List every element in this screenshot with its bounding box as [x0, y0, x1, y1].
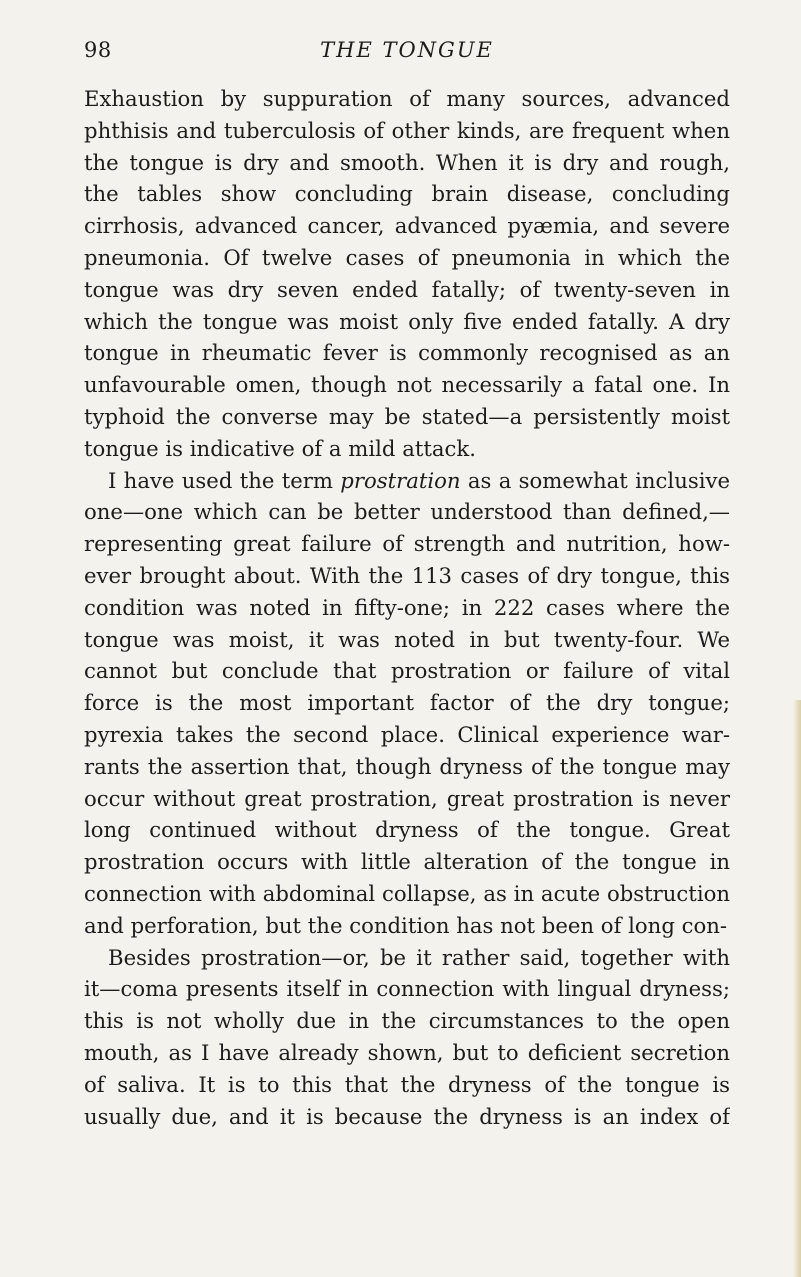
text-run: I have used the term	[108, 467, 341, 493]
text-line: usually due, and it is because the dryness is an index of	[84, 1103, 730, 1129]
page-number: 98	[84, 38, 112, 62]
text-line: tongue was moist, it was noted in but twenty-four. We	[84, 626, 730, 652]
text-line: rants the assertion that, though dryness of the tongue may	[84, 753, 730, 779]
text-line: condition was noted in fifty-one; in 222 cases where the	[84, 594, 730, 620]
text-line: tongue is indicative of a mild attack.	[84, 435, 476, 461]
text-line: cirrhosis, advanced cancer, advanced pyæmia, and severe	[84, 213, 730, 239]
text-line: the tongue is dry and smooth. When it is dry and rough,	[84, 149, 730, 175]
italic-term: prostration	[340, 467, 461, 493]
text-line: typhoid the converse may be stated—a persistently moist	[84, 403, 730, 429]
text-line: one—one which can be better understood than defined,—	[84, 499, 730, 525]
text-line: pyrexia takes the second place. Clinical experience war-	[84, 721, 730, 747]
text-line: and perforation, but the condition has not been of long con-	[84, 912, 728, 938]
text-run: as a somewhat inclusive	[460, 467, 730, 493]
text-line: Exhaustion by suppuration of many sources, advanced	[84, 86, 730, 111]
body-text	[84, 83, 730, 1132]
text-line: it—coma presents itself in connection with lingual dryness;	[84, 976, 730, 1002]
running-title: THE TONGUE	[320, 38, 494, 62]
text-line: long continued without dryness of the tongue. Great	[84, 817, 730, 843]
text-line: this is not wholly due in the circumstances to the open	[84, 1008, 730, 1034]
text-line: the tables show concluding brain disease, concluding	[84, 181, 730, 207]
text-line: phthisis and tuberculosis of other kinds, are frequent when	[84, 117, 730, 143]
text-line: pneumonia. Of twelve cases of pneumonia in which the	[84, 244, 730, 270]
text-line: unfavourable omen, though not necessarily a fatal one. In	[84, 372, 730, 398]
text-line: cannot but conclude that prostration or failure of vital	[84, 658, 730, 684]
text-line-with-italic	[84, 465, 730, 497]
text-line: ever brought about. With the 113 cases of dry tongue, this	[84, 562, 730, 588]
text-line: tongue in rheumatic fever is commonly recognised as an	[84, 340, 730, 366]
page-header	[84, 38, 730, 68]
text-line: representing great failure of strength and nutrition, how-	[84, 531, 730, 557]
text-line: prostration occurs with little alteration of the tongue in	[84, 849, 730, 875]
text-line: which the tongue was moist only five ended fatally. A dry	[84, 308, 730, 334]
text-line: tongue was dry seven ended fatally; of twenty-seven in	[84, 276, 730, 302]
page-edge-discoloration	[793, 700, 801, 1277]
text-line: occur without great prostration, great prostration is never	[84, 785, 730, 811]
text-line: connection with abdominal collapse, as in acute obstruction	[84, 880, 730, 906]
text-line: of saliva. It is to this that the dryness of the tongue is	[84, 1071, 730, 1097]
text-line: force is the most important factor of the dry tongue;	[84, 690, 730, 716]
text-line: Besides prostration—or, be it rather said, together with	[108, 944, 730, 970]
text-line: mouth, as I have already shown, but to deficient secretion	[84, 1039, 730, 1065]
